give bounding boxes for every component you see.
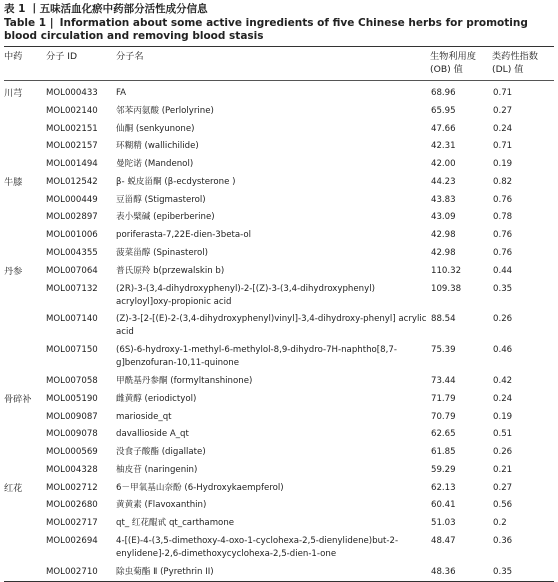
table-row (4, 262, 554, 280)
table-row (4, 373, 554, 391)
header-ob-line1: 生物利用度 (430, 51, 476, 62)
table-row (4, 174, 554, 192)
molecule-id-cell: MOL002151 (46, 123, 98, 134)
molecule-name-cell: 6－甲氧基山奈酚 (6-Hydroxykaempferol) (116, 482, 284, 493)
ob-value-cell: 48.47 (431, 535, 456, 546)
header-name: 分子名 (116, 51, 144, 62)
herb-cell (4, 102, 46, 120)
table-row (4, 191, 554, 209)
herb-cell: 骨碎补 (4, 393, 32, 405)
molecule-id-cell: MOL001006 (46, 230, 98, 241)
molecule-name-cell: 甲酰基丹参酮 (formyltanshinone) (116, 375, 253, 386)
ob-value-cell: 42.00 (431, 159, 456, 170)
ob-value-cell: 71.79 (431, 393, 456, 404)
herb-cell: 红花 (4, 482, 23, 494)
molecule-name-cell: 曼陀诺 (Mandenol) (116, 159, 194, 170)
molecule-id-cell: MOL009078 (46, 429, 98, 440)
molecule-id-cell: MOL009087 (46, 411, 98, 422)
herb-cell: 川芎 (4, 88, 23, 99)
header-ob (430, 47, 492, 81)
ob-value-cell: 70.79 (431, 411, 456, 422)
molecule-id-cell: MOL000433 (46, 88, 98, 98)
herb-cell (4, 461, 46, 479)
table-row (4, 209, 554, 227)
molecule-name-cell: 环糊精 (wallichilide) (116, 141, 199, 152)
table-row (4, 120, 554, 138)
table-body (4, 81, 554, 581)
dl-value-cell: 0.19 (493, 159, 513, 170)
dl-value-cell: 0.26 (493, 447, 513, 458)
dl-value-cell: 0.71 (493, 141, 513, 152)
dl-value-cell: 0.46 (493, 345, 513, 356)
ob-value-cell: 42.98 (431, 230, 456, 241)
herb-cell (4, 209, 46, 227)
molecule-name-cell: 除虫菊酯 Ⅱ (Pyrethrin II) (116, 566, 214, 577)
ob-value-cell: 48.36 (431, 566, 456, 577)
ob-value-cell: 109.38 (431, 283, 462, 294)
herb-cell (4, 426, 46, 444)
dl-value-cell: 0.78 (493, 212, 513, 223)
herb-cell (4, 156, 46, 174)
table-row (4, 342, 554, 373)
ob-value-cell: 60.41 (431, 500, 456, 511)
ingredients-table (4, 47, 554, 581)
dl-value-cell: 0.44 (493, 265, 513, 276)
molecule-name-cell: β- 蜕皮甾酮 (β-ecdysterone ) (116, 176, 236, 187)
header-dl-line1: 类药性指数 (492, 51, 538, 62)
molecule-name-cell: (2R)-3-(3,4-dihydroxyphenyl)-2-[(Z)-3-(3,4-dihydroxyphenyl) acryloyl]oxy-propionic acid (116, 283, 375, 307)
ob-value-cell: 65.95 (431, 105, 456, 116)
molecule-id-cell: MOL007064 (46, 265, 98, 276)
herb-cell (4, 138, 46, 156)
table-row (4, 156, 554, 174)
molecule-name-cell: 黄黄素 (Flavoxanthin) (116, 500, 207, 511)
ob-value-cell: 44.23 (431, 176, 456, 187)
molecule-id-cell: MOL002157 (46, 141, 98, 152)
dl-value-cell: 0.27 (493, 482, 513, 493)
dl-value-cell: 0.24 (493, 123, 513, 134)
dl-value-cell: 0.76 (493, 230, 513, 241)
herb-cell (4, 563, 46, 581)
herb-cell (4, 120, 46, 138)
table-row (4, 426, 554, 444)
molecule-name-cell: 雌黄醇 (eriodictyol) (116, 393, 197, 404)
table-row (4, 497, 554, 515)
header-dl-line2: (DL) 值 (492, 64, 524, 75)
table-row (4, 444, 554, 462)
molecule-id-cell: MOL002680 (46, 500, 98, 511)
herb-cell (4, 245, 46, 263)
ob-value-cell: 43.83 (431, 194, 456, 205)
herb-cell: 牛膝 (4, 176, 23, 188)
header-herb: 中药 (4, 51, 23, 62)
dl-value-cell: 0.71 (493, 88, 513, 98)
molecule-id-cell: MOL007132 (46, 283, 98, 294)
molecule-id-cell: MOL007140 (46, 314, 98, 325)
ob-value-cell: 42.31 (431, 141, 456, 152)
ob-value-cell: 88.54 (431, 314, 456, 325)
table-row (4, 102, 554, 120)
herb-cell (4, 373, 46, 391)
molecule-id-cell: MOL004355 (46, 248, 98, 259)
molecule-id-cell: MOL002897 (46, 212, 98, 223)
dl-value-cell: 0.76 (493, 248, 513, 259)
table-row (4, 81, 554, 102)
table-row (4, 138, 554, 156)
table-row (4, 390, 554, 408)
caption-label: Table 1 | (4, 17, 54, 29)
herb-cell (4, 497, 46, 515)
dl-value-cell: 0.76 (493, 194, 513, 205)
dl-value-cell: 0.21 (493, 464, 513, 475)
herb-cell (4, 280, 46, 311)
table-row (4, 280, 554, 311)
table-row (4, 461, 554, 479)
herb-cell (4, 311, 46, 342)
herb-cell (4, 515, 46, 533)
herb-cell (4, 227, 46, 245)
molecule-id-cell: MOL004328 (46, 464, 98, 475)
molecule-id-cell: MOL012542 (46, 176, 98, 187)
molecule-id-cell: MOL000449 (46, 194, 98, 205)
ob-value-cell: 59.29 (431, 464, 456, 475)
molecule-name-cell: 邻苯丙氨酸 (Perlolyrine) (116, 105, 214, 116)
dl-value-cell: 0.19 (493, 411, 513, 422)
dl-value-cell: 0.26 (493, 314, 513, 325)
dl-value-cell: 0.2 (493, 518, 507, 529)
molecule-name-cell: 菠菜甾醇 (Spinasterol) (116, 248, 208, 259)
molecule-id-cell: MOL007058 (46, 375, 98, 386)
molecule-id-cell: MOL001494 (46, 159, 98, 170)
ob-value-cell: 62.13 (431, 482, 456, 493)
header-mol-id: 分子 ID (46, 51, 78, 62)
molecule-name-cell: qt_ 红花醌甙 qt_carthamone (116, 518, 235, 529)
molecule-name-cell: davallioside A_qt (116, 429, 189, 440)
header-ob-line2: (OB) 值 (430, 64, 463, 75)
herb-cell: 丹参 (4, 265, 23, 277)
ob-value-cell: 51.03 (431, 518, 456, 529)
molecule-id-cell: MOL002717 (46, 518, 98, 529)
ob-value-cell: 75.39 (431, 345, 456, 356)
caption-english (4, 17, 554, 43)
dl-value-cell: 0.35 (493, 283, 513, 294)
table-header (4, 47, 554, 81)
table-row (4, 245, 554, 263)
table-row (4, 479, 554, 497)
molecule-name-cell: FA (116, 88, 127, 98)
table-row (4, 408, 554, 426)
molecule-id-cell: MOL002712 (46, 482, 98, 493)
ob-value-cell: 47.66 (431, 123, 456, 134)
molecule-name-cell: poriferasta-7,22E-dien-3beta-ol (116, 230, 252, 241)
molecule-id-cell: MOL005190 (46, 393, 98, 404)
molecule-name-cell: 没食子酸酯 (digallate) (116, 447, 206, 458)
ob-value-cell: 42.98 (431, 248, 456, 259)
table-row (4, 311, 554, 342)
molecule-id-cell: MOL002694 (46, 535, 98, 546)
dl-value-cell: 0.82 (493, 176, 513, 187)
molecule-name-cell: 仙酮 (senkyunone) (116, 123, 195, 134)
molecule-id-cell: MOL007150 (46, 345, 98, 356)
table-row (4, 533, 554, 564)
dl-value-cell: 0.51 (493, 429, 513, 440)
molecule-name-cell: 柚皮苷 (naringenin) (116, 464, 198, 475)
caption-title: Information about some active ingredients of five Chinese herbs for promoting blood circulation and removing blood stasis (4, 17, 528, 42)
herb-cell (4, 342, 46, 373)
caption-chinese: 表 1 丨五味活血化瘀中药部分活性成分信息 (4, 3, 208, 15)
ob-value-cell: 68.96 (431, 88, 456, 98)
dl-value-cell: 0.42 (493, 375, 513, 386)
ob-value-cell: 61.85 (431, 447, 456, 458)
ob-value-cell: 110.32 (431, 265, 462, 276)
dl-value-cell: 0.36 (493, 535, 513, 546)
molecule-id-cell: MOL002710 (46, 566, 98, 577)
herb-cell (4, 533, 46, 564)
molecule-name-cell: 表小檗碱 (epiberberine) (116, 212, 215, 223)
table-row (4, 227, 554, 245)
herb-cell (4, 191, 46, 209)
dl-value-cell: 0.24 (493, 393, 513, 404)
table-row (4, 515, 554, 533)
molecule-name-cell: marioside_qt (116, 411, 172, 422)
herb-cell (4, 444, 46, 462)
herb-cell (4, 408, 46, 426)
ob-value-cell: 43.09 (431, 212, 456, 223)
molecule-name-cell: (6S)-6-hydroxy-1-methyl-6-methylol-8,9-dihydro-7H-naphtho[8,7-g]benzofuran-10,11-quinone (116, 345, 397, 369)
molecule-name-cell: (Z)-3-[2-[(E)-2-(3,4-dihydroxyphenyl)vinyl]-3,4-dihydroxy-phenyl] acrylic acid (116, 314, 427, 338)
ob-value-cell: 73.44 (431, 375, 456, 386)
dl-value-cell: 0.27 (493, 105, 513, 116)
molecule-name-cell: 豆甾醇 (Stigmasterol) (116, 194, 206, 205)
molecule-id-cell: MOL002140 (46, 105, 98, 116)
ob-value-cell: 62.65 (431, 429, 456, 440)
molecule-name-cell: 普氏原羚 b(przewalskin b) (116, 265, 225, 276)
dl-value-cell: 0.56 (493, 500, 513, 511)
table-row (4, 563, 554, 581)
header-dl (492, 47, 554, 81)
molecule-id-cell: MOL000569 (46, 447, 98, 458)
molecule-name-cell: 4-[(E)-4-(3,5-dimethoxy-4-oxo-1-cyclohexa-2,5-dienylidene)but-2-enylidene]-2,6-dimethoxycyclohexa-2,5-dien-1-one (116, 535, 399, 559)
dl-value-cell: 0.35 (493, 566, 513, 577)
